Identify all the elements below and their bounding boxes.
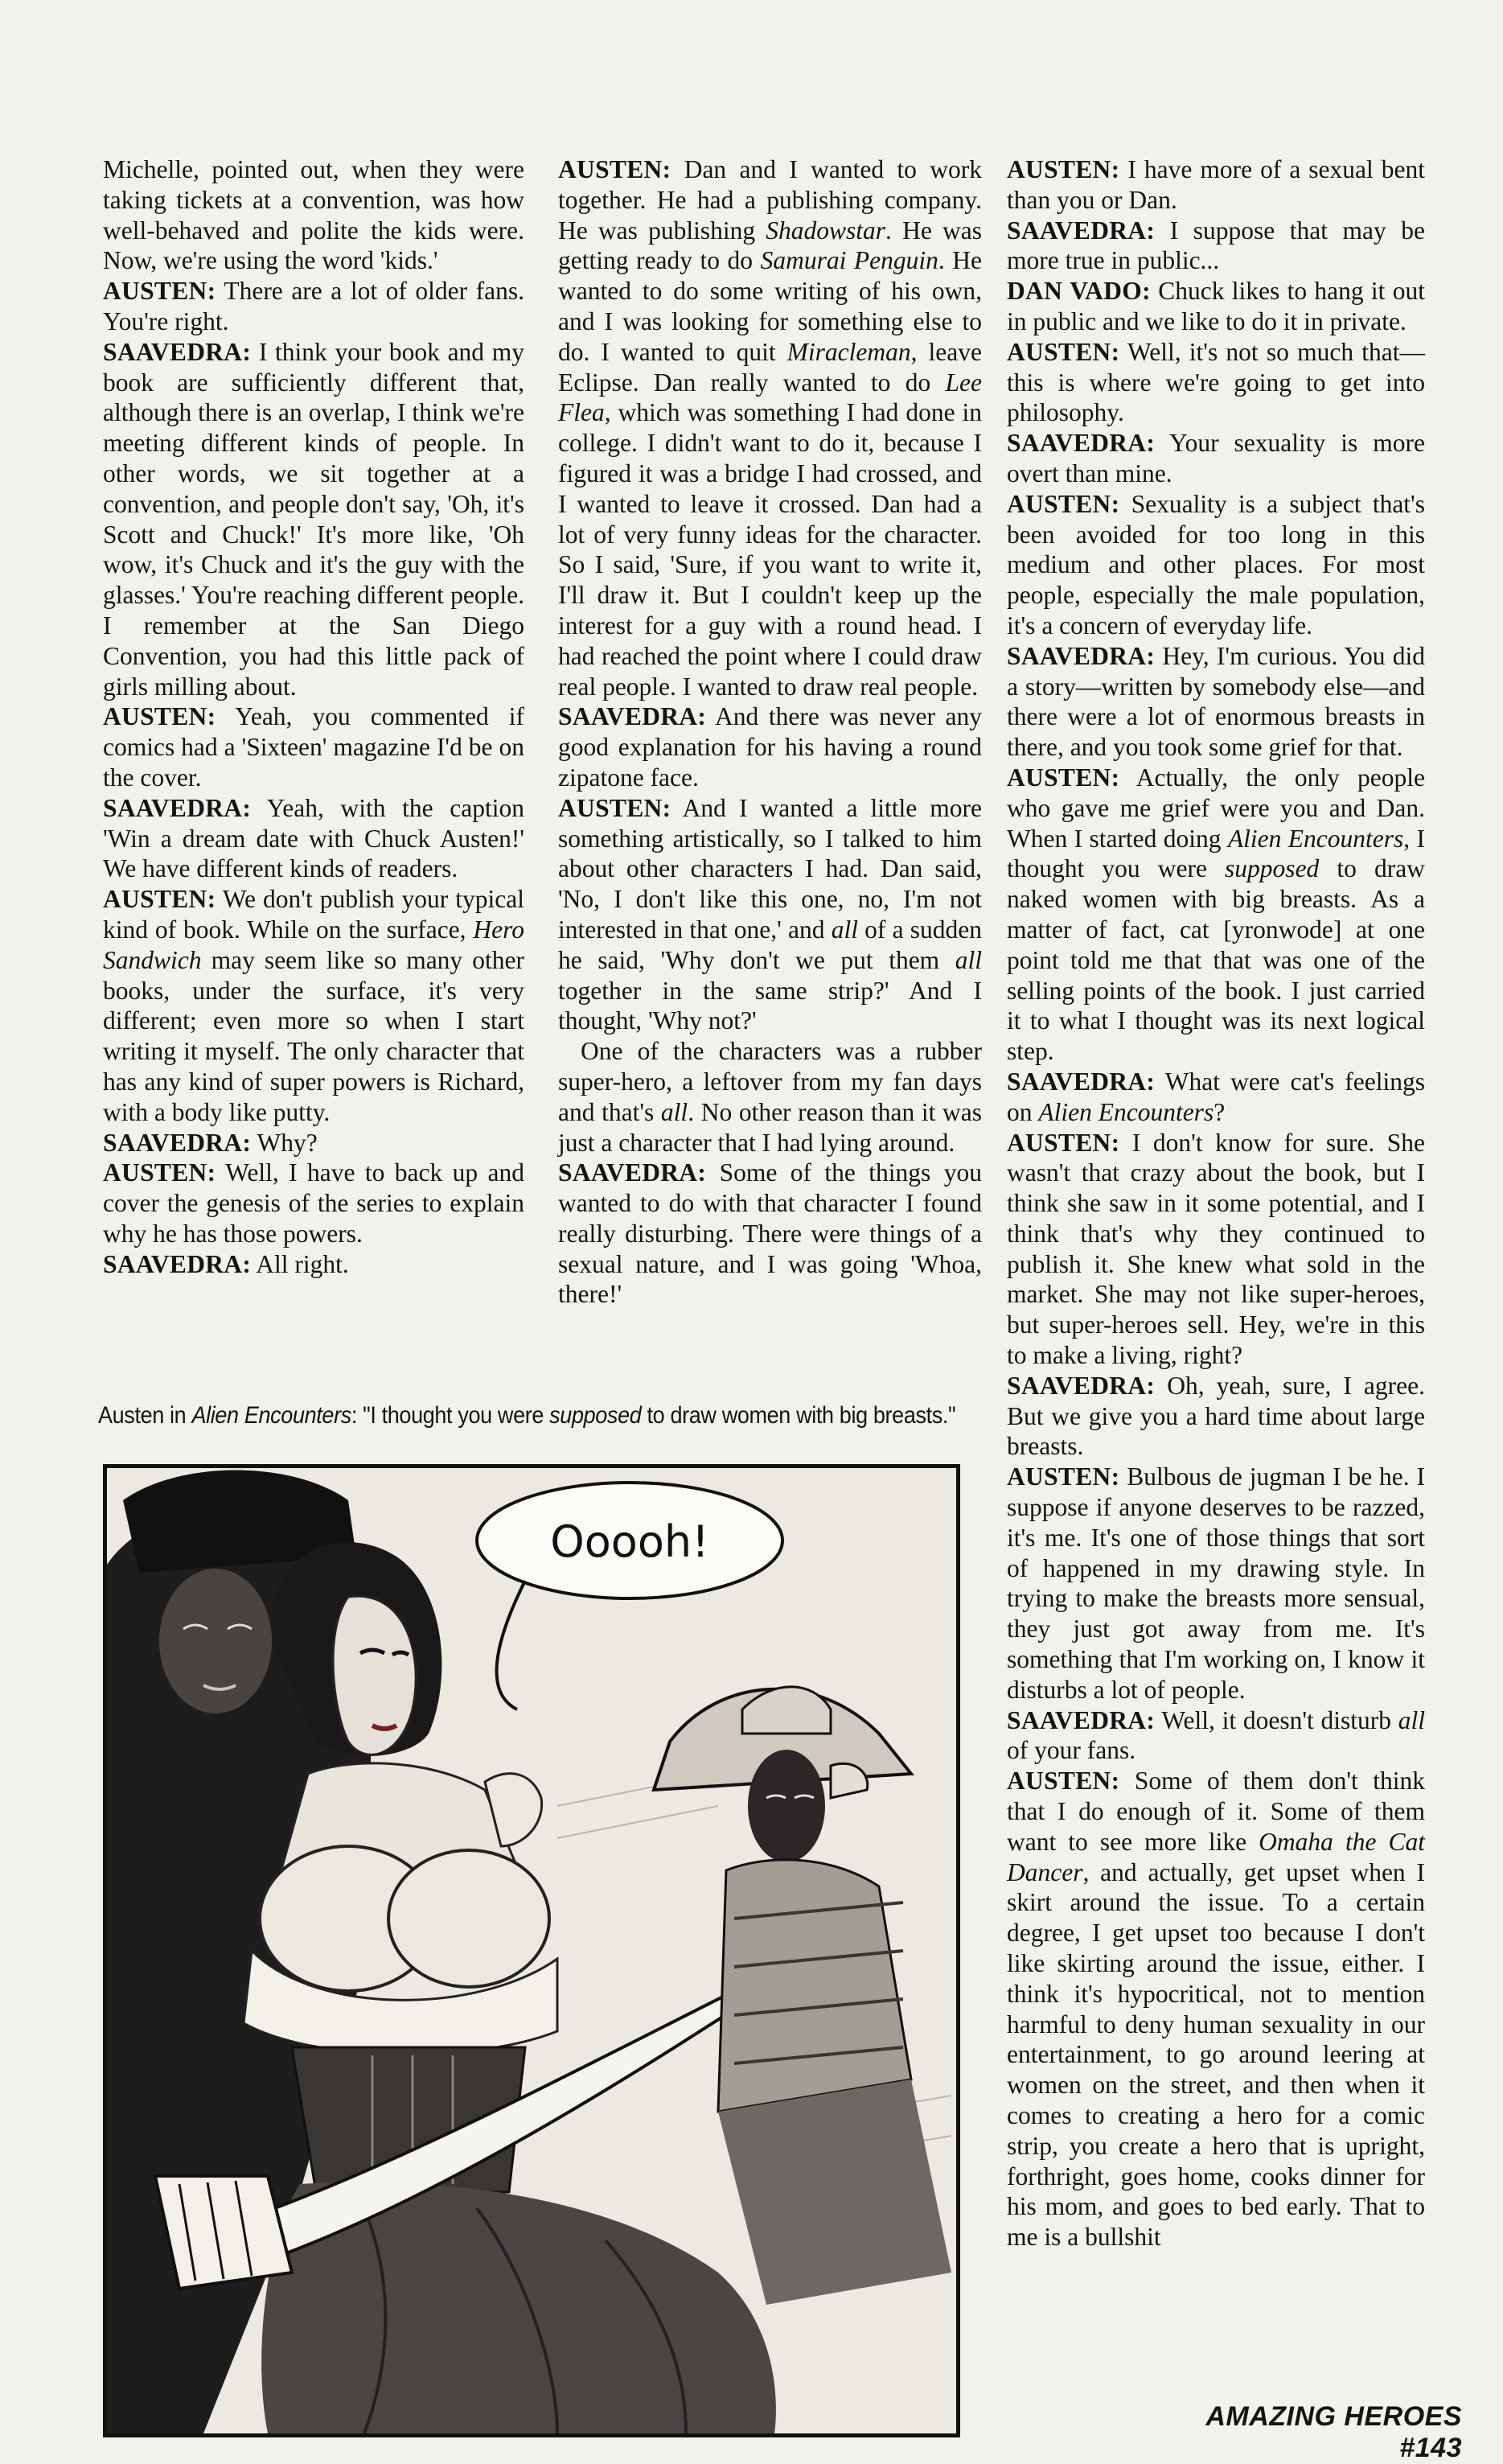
paragraph-text: Your sexuality is more overt than mine. <box>1007 429 1425 487</box>
paragraph-text: Dan and I wanted to work together. He had a publishing company. He was publishing Shadowstar. He was getting ready to do Samurai Penguin. He wanted to do some writing of his own, and I was looking for something else to do. I wanted to quit Miracleman, leave Eclipse. Dan really wanted to do Lee Flea, which was something I had done in college. I didn't want to do it, because I figured it was a bridge I had crossed, and I wanted to leave it crossed. Dan had a lot of very funny ideas for the character. So I said, 'Sure, if you want to write it, I'll draw it. But I couldn't keep up the interest for a guy with a round head. I had reached the point where I could draw real people. I wanted to draw real people. <box>558 155 982 701</box>
paragraph <box>1007 1128 1425 1371</box>
speaker-label: DAN VADO: <box>1007 277 1151 306</box>
paragraph <box>103 793 524 884</box>
paragraph <box>1007 641 1425 763</box>
speaker-label: SAAVEDRA: <box>103 1128 252 1157</box>
speaker-label: AUSTEN: <box>103 1158 216 1187</box>
paragraph <box>1007 1371 1425 1462</box>
speaker-label: AUSTEN: <box>1007 489 1120 518</box>
paragraph-text: And I wanted a little more something artistically, so I talked to him about other characters I had. Dan said, 'No, I don't like this one, no, I'm not interested in that one,' and all of a sudden he said, 'Why don't we put them all together in the same strip?' And I thought, 'Why not?' <box>558 793 982 1035</box>
paragraph <box>558 1158 982 1310</box>
speaker-label: SAAVEDRA: <box>1007 429 1156 458</box>
paragraph <box>103 701 524 792</box>
speaker-label: SAAVEDRA: <box>558 1158 707 1187</box>
speaker-label: AUSTEN: <box>558 793 671 822</box>
paragraph <box>1007 216 1425 277</box>
paragraph-text: What were cat's feelings on Alien Encounters? <box>1007 1067 1425 1126</box>
speaker-label: AUSTEN: <box>103 885 216 914</box>
paragraph-text: Some of the things you wanted to do with that character I found really disturbing. There were things of a sexual nature, and I was going 'Whoa, there!' <box>558 1158 982 1309</box>
paragraph <box>558 701 982 792</box>
paragraph-text: I suppose that may be more true in public... <box>1007 216 1425 275</box>
paragraph <box>103 1128 524 1158</box>
comic-panel <box>103 1464 960 2437</box>
speaker-label: SAAVEDRA: <box>1007 1705 1156 1734</box>
paragraph <box>1007 428 1425 489</box>
speaker-label: AUSTEN: <box>1007 155 1120 183</box>
paragraph-text: Why? <box>257 1128 318 1157</box>
paragraph-text: Yeah, you commented if comics had a 'Sixteen' magazine I'd be on the cover. <box>103 702 524 792</box>
figure-caption: Austen in Alien Encounters: "I thought you were supposed to draw women with big breasts." <box>98 1402 956 1429</box>
paragraph <box>103 337 524 702</box>
speaker-label: AUSTEN: <box>1007 337 1120 366</box>
paragraph <box>558 793 982 1036</box>
article-column-1 <box>103 154 524 1279</box>
paragraph <box>103 154 524 276</box>
paragraph <box>558 1036 982 1158</box>
paragraph-text: Oh, yeah, sure, I agree. But we give you a hard time about large breasts. <box>1007 1371 1425 1461</box>
speaker-label: AUSTEN: <box>1007 763 1120 792</box>
speaker-label: SAAVEDRA: <box>103 793 252 822</box>
speaker-label: SAAVEDRA: <box>103 1249 252 1278</box>
article-column-2 <box>558 154 982 1310</box>
paragraph-text: We don't publish your typical kind of book. While on the surface, Hero Sandwich may seem like so many other books, under the surface, it's very different; even more so when I start writing it myself. The only character that has any kind of super powers is Richard, with a body like putty. <box>103 885 524 1126</box>
speaker-label: SAAVEDRA: <box>558 702 707 731</box>
speaker-label: AUSTEN: <box>558 155 671 183</box>
paragraph-text: Michelle, pointed out, when they were taking tickets at a convention, was how well-behaved and polite the kids were. Now, we're using the word 'kids.' <box>103 155 524 275</box>
paragraph <box>1007 154 1425 216</box>
article-column-3 <box>1007 154 1425 2252</box>
paragraph-text: One of the characters was a rubber super-hero, a leftover from my fan days and that's all. No other reason than it was just a character that I had lying around. <box>558 1037 983 1157</box>
speaker-label: AUSTEN: <box>103 277 216 306</box>
paragraph <box>1007 337 1425 428</box>
paragraph-text: All right. <box>256 1249 349 1278</box>
paragraph <box>103 276 524 337</box>
speaker-label: AUSTEN: <box>1007 1462 1120 1491</box>
speech-bubble-text: Ooooh! <box>550 1516 709 1567</box>
paragraph <box>1007 276 1425 337</box>
paragraph-text: Well, I have to back up and cover the genesis of the series to explain why he has those powers. <box>103 1158 524 1248</box>
paragraph-text: Some of them don't think that I do enough of it. Some of them want to see more like Omaha the Cat Dancer, and actually, get upset when I skirt around the issue. To a certain degree, I get upset too because I don't like skirting around the issue, either. I think it's hypocritical, not to mention harmful to deny human sexuality in our entertainment, to go around leering at women on the street, and then when it comes to creating a hero for a comic strip, you create a hero that is upright, forthright, goes home, cooks dinner for his mom, and goes to bed early. That to me is a bullshit <box>1007 1767 1425 2252</box>
paragraph <box>1007 1766 1425 2252</box>
paragraph <box>103 1158 524 1248</box>
comic-illustration <box>107 1468 956 2433</box>
paragraph <box>103 1249 524 1280</box>
paragraph-text: Chuck likes to hang it out in public and we like to do it in private. <box>1007 277 1425 335</box>
paragraph-text: And there was never any good explanation for his having a round zipatone face. <box>558 702 983 792</box>
paragraph-text: Bulbous de jugman I be he. I suppose if anyone deserves to be razzed, it's me. It's one of those things that sort of happened in my drawing style. In trying to make the breasts more sensual, they just got away from me. It's something that I'm working on, I know it disturbs a lot of people. <box>1007 1462 1425 1704</box>
speaker-label: AUSTEN: <box>1007 1128 1120 1157</box>
speaker-label: SAAVEDRA: <box>1007 216 1156 245</box>
paragraph <box>1007 1462 1425 1705</box>
paragraph <box>103 884 524 1127</box>
paragraph-text: I don't know for sure. She wasn't that crazy about the book, but I think she saw in it some potential, and I think that's why they continued to publish it. She knew what sold in the market. She may not like super-heroes, but super-heroes sell. Hey, we're in this to make a living, right? <box>1007 1128 1426 1370</box>
paragraph-text: Hey, I'm curious. You did a story—written by somebody else—and there were a lot of enormous breasts in there, and you took some grief for that. <box>1007 641 1425 762</box>
paragraph <box>558 154 982 701</box>
paragraph-text: Yeah, with the caption 'Win a dream date with Chuck Austen!' We have different kinds of readers. <box>103 793 524 883</box>
paragraph-text: I have more of a sexual bent than you or Dan. <box>1007 155 1426 214</box>
paragraph <box>1007 1067 1425 1128</box>
page-footer: AMAZING HEROES #143 <box>1205 2401 1462 2463</box>
speaker-label: SAAVEDRA: <box>1007 1067 1156 1096</box>
paragraph <box>1007 489 1425 641</box>
paragraph-text: There are a lot of older fans. You're right. <box>103 277 524 335</box>
paragraph-text: Sexuality is a subject that's been avoided for too long in this medium and other places. For most people, especially the male population, it's a concern of everyday life. <box>1007 489 1425 640</box>
speaker-label: SAAVEDRA: <box>1007 1371 1156 1400</box>
paragraph-text: Actually, the only people who gave me grief were you and Dan. When I started doing Alien Encounters, I thought you were supposed to draw naked women with big breasts. As a matter of fact, cat [yronwode] at one point told me that that was one of the selling points of the book. I just carried it to what I thought was its next logical step. <box>1007 763 1425 1066</box>
paragraph-text: Well, it's not so much that—this is where we're going to get into philosophy. <box>1007 337 1426 427</box>
speaker-label: SAAVEDRA: <box>103 337 252 366</box>
speaker-label: AUSTEN: <box>103 702 216 731</box>
paragraph <box>1007 1705 1425 1767</box>
paragraph-text: Well, it doesn't disturb all of your fans. <box>1007 1705 1425 1765</box>
paragraph-text: I think your book and my book are sufficiently different that, although there is an overlap, I think we're meeting different kinds of people. In other words, we sit together at a convention, and people don't say, 'Oh, it's Scott and Chuck!' It's more like, 'Oh wow, it's Chuck and it's the guy with the glasses.' You're reaching different people. I remember at the San Diego Convention, you had this little pack of girls milling about. <box>103 337 524 701</box>
speaker-label: AUSTEN: <box>1007 1767 1120 1796</box>
paragraph <box>1007 763 1425 1067</box>
speaker-label: SAAVEDRA: <box>1007 641 1156 670</box>
